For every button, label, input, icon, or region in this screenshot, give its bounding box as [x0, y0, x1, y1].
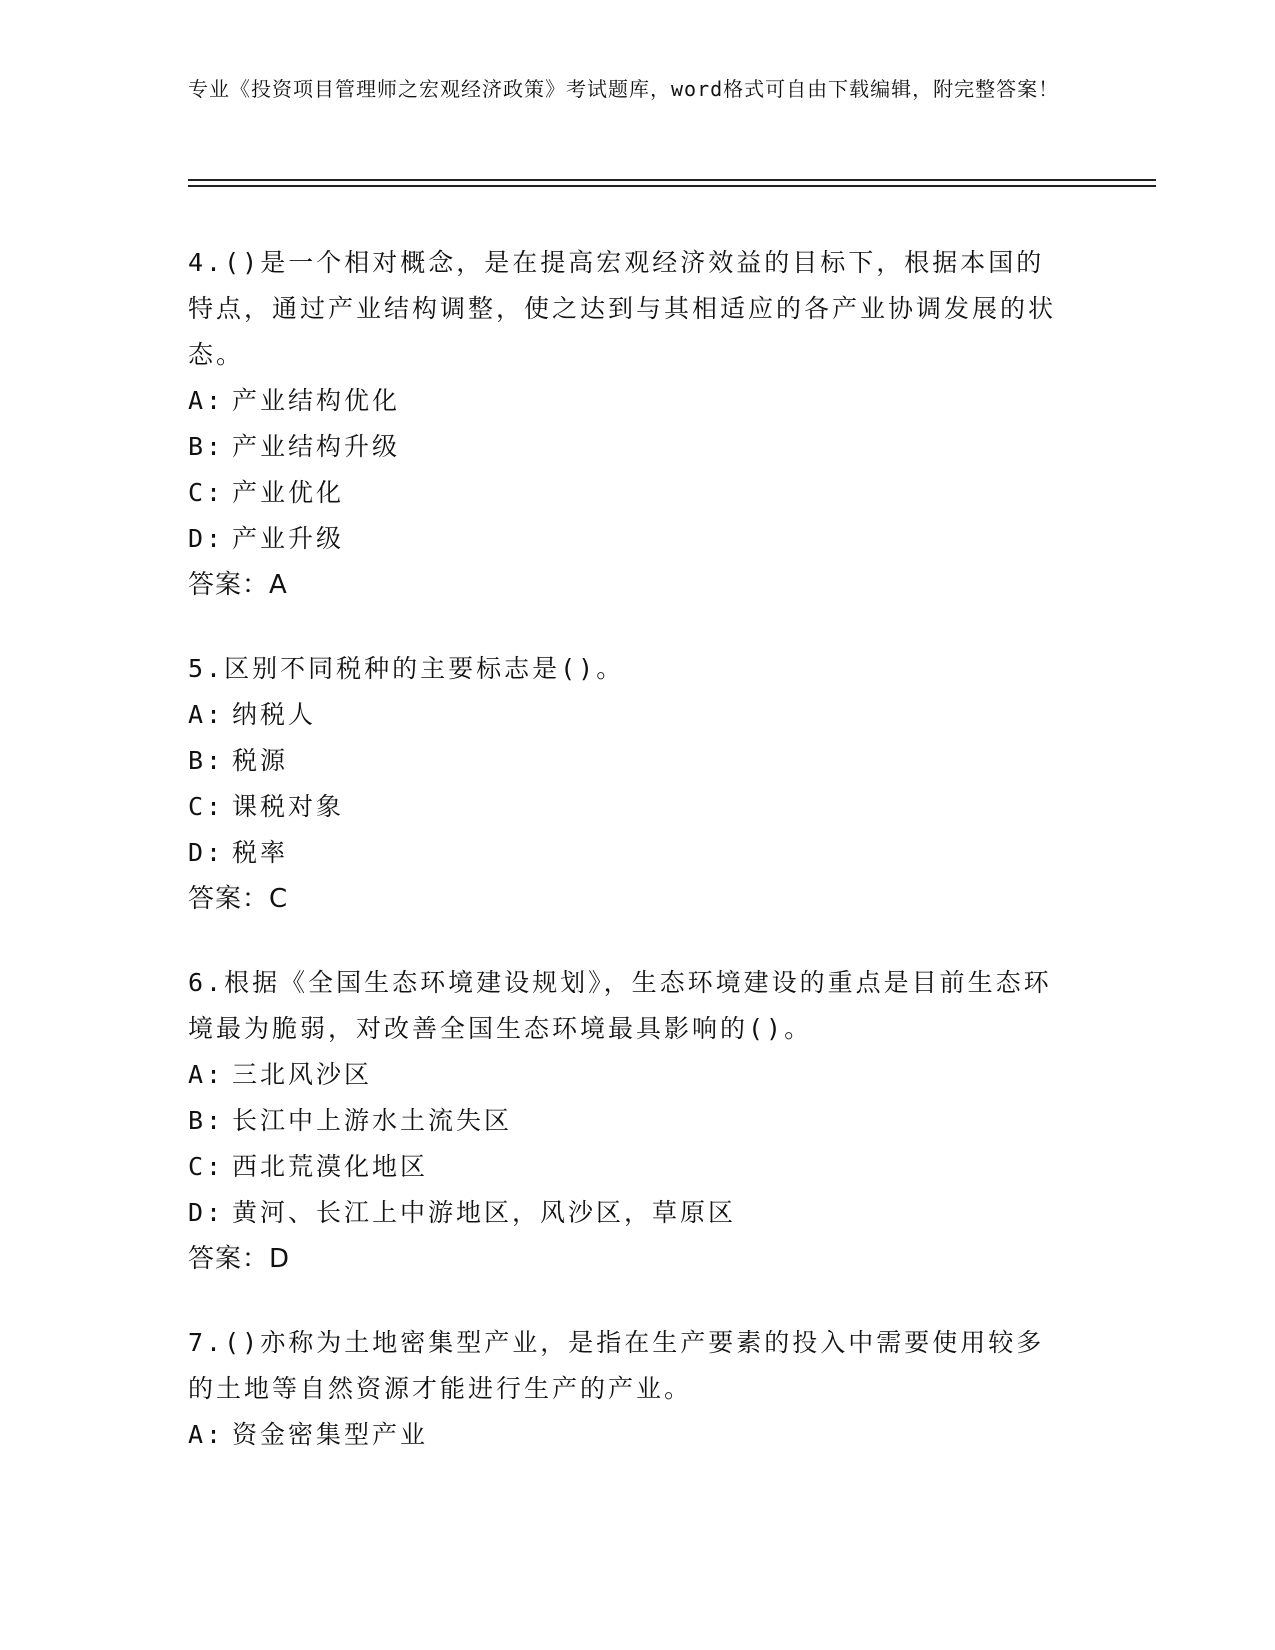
- header-divider-top: [188, 179, 1156, 181]
- question-7: [188, 1320, 1068, 1458]
- option-text: 纳税人: [232, 700, 317, 729]
- question-list: [188, 240, 1068, 1496]
- option-a: [188, 1052, 1068, 1098]
- question-stem: 6.根据《全国生态环境建设规划》，生态环境建设的重点是目前生态环境最为脆弱，对改善全国生态环境最具影响的()。: [188, 968, 1052, 1043]
- option-text: 税源: [232, 746, 289, 775]
- answer-line: 答案：D: [188, 1244, 291, 1274]
- option-key: D:: [188, 524, 225, 553]
- option-text: 产业升级: [232, 524, 345, 553]
- option-key: D:: [188, 838, 225, 867]
- option-d: [188, 830, 1068, 876]
- option-key: D:: [188, 1198, 225, 1227]
- option-d: [188, 1190, 1068, 1236]
- option-text: 西北荒漠化地区: [232, 1152, 429, 1181]
- option-b: [188, 738, 1068, 784]
- option-key: C:: [188, 792, 225, 821]
- question-stem: 4.()是一个相对概念，是在提高宏观经济效益的目标下，根据本国的特点，通过产业结构调整，使之达到与其相适应的各产业协调发展的状态。: [188, 248, 1057, 369]
- option-a: [188, 1412, 1068, 1458]
- option-c: [188, 1144, 1068, 1190]
- option-d: [188, 516, 1068, 562]
- document-header: 专业《投资项目管理师之宏观经济政策》考试题库，word格式可自由下载编辑，附完整答案！: [188, 77, 1060, 101]
- option-text: 产业结构优化: [232, 386, 401, 415]
- option-text: 产业结构升级: [232, 432, 401, 461]
- option-key: B:: [188, 432, 225, 461]
- question-5: [188, 646, 1068, 922]
- question-4: [188, 240, 1068, 608]
- option-key: A:: [188, 1060, 225, 1089]
- option-a: [188, 378, 1068, 424]
- question-stem: 7.()亦称为土地密集型产业，是指在生产要素的投入中需要使用较多的土地等自然资源才能进行生产的产业。: [188, 1328, 1045, 1403]
- option-text: 产业优化: [232, 478, 345, 507]
- option-text: 资金密集型产业: [232, 1420, 429, 1449]
- option-text: 税率: [232, 838, 289, 867]
- option-text: 黄河、长江上中游地区，风沙区，草原区: [232, 1198, 737, 1227]
- option-key: A:: [188, 386, 225, 415]
- option-b: [188, 424, 1068, 470]
- answer-line: 答案：A: [188, 570, 288, 600]
- option-key: A:: [188, 700, 225, 729]
- answer-line: 答案：C: [188, 884, 289, 914]
- option-c: [188, 784, 1068, 830]
- question-stem: 5.区别不同税种的主要标志是()。: [188, 654, 625, 683]
- option-key: B:: [188, 746, 225, 775]
- header-divider-bottom: [188, 185, 1156, 187]
- option-key: C:: [188, 478, 225, 507]
- option-c: [188, 470, 1068, 516]
- question-6: [188, 960, 1068, 1282]
- option-text: 课税对象: [232, 792, 345, 821]
- option-b: [188, 1098, 1068, 1144]
- option-key: B:: [188, 1106, 225, 1135]
- option-text: 三北风沙区: [232, 1060, 373, 1089]
- option-key: A:: [188, 1420, 225, 1449]
- option-text: 长江中上游水土流失区: [232, 1106, 513, 1135]
- option-a: [188, 692, 1068, 738]
- option-key: C:: [188, 1152, 225, 1181]
